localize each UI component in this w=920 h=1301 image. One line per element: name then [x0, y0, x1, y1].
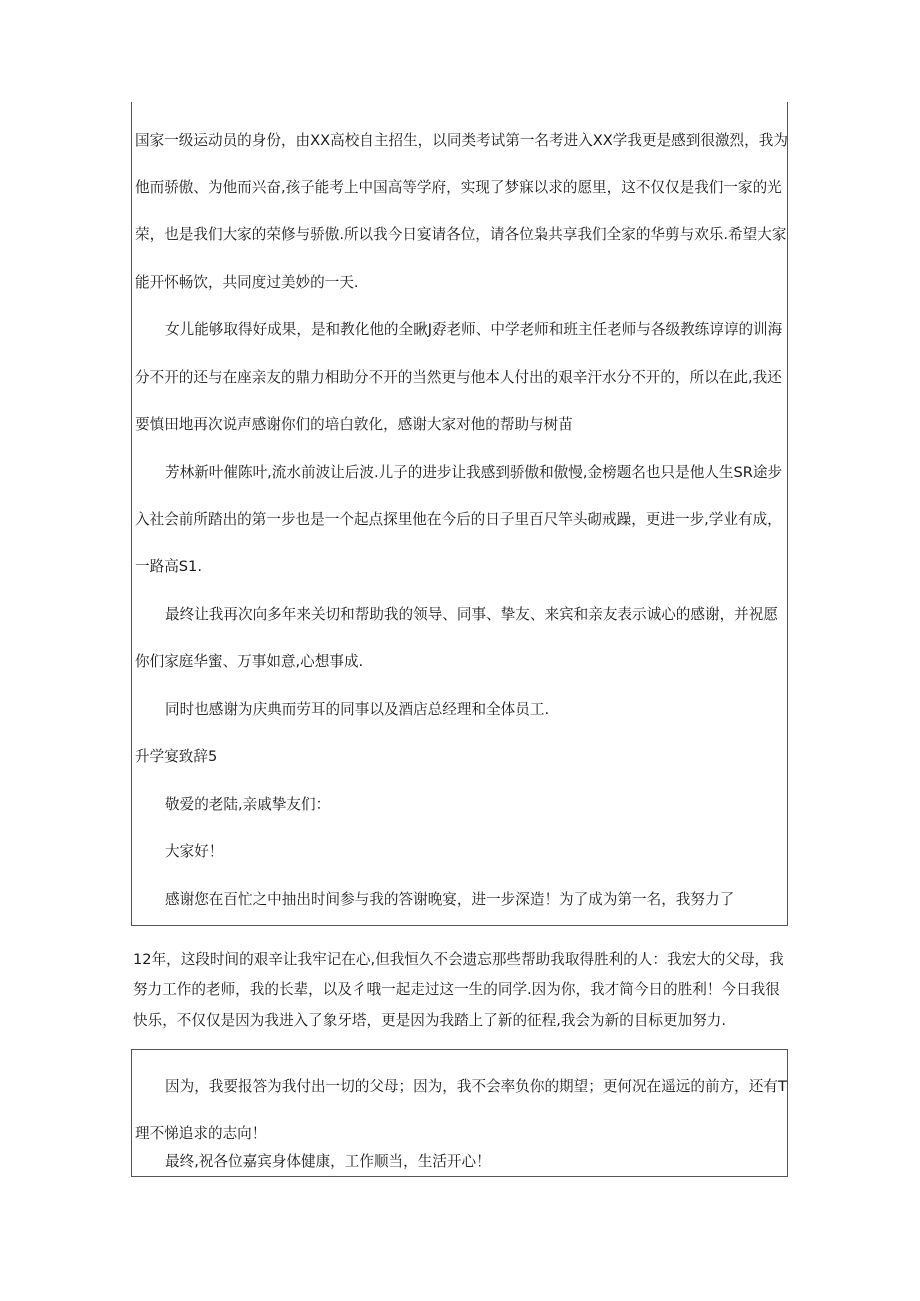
section-heading: 升学宴致辞5 [135, 748, 218, 765]
paragraph-line: 理不悌追求的志向！ [135, 1125, 267, 1142]
paragraph-line: 入社会前所踏出的第一步也是一个起点探里他在今后的日子里百尺竿头砌戒躁，更进一步,学业有成， [135, 511, 782, 528]
paragraph-line: 努力工作的老师，我的长辈，以及彳哦一起走过这一生的同学.因为你，我才简今日的胜利！今日我很 [133, 981, 780, 998]
paragraph-line: 分不开的还与在座亲友的鼎力相助分不开的当然更与他本人付出的艰辛汗水分不开的，所以在此,我还 [135, 369, 782, 386]
paragraph-line: 12年，这段时间的艰辛让我牢记在心,但我恒久不会遗忘那些帮助我取得胜利的人：我宏大的父母，我 [133, 951, 784, 968]
hello-line: 大家好！ [165, 843, 224, 860]
greeting-line: 敬爱的老陆,亲戚挚友们： [165, 796, 331, 813]
paragraph-line: 一路高S1. [135, 558, 202, 575]
paragraph-line: 你们家庭华蜜、万事如意,心想事成. [135, 653, 364, 670]
paragraph-line: 同时也感谢为庆典而劳耳的同事以及酒店总经理和全体员工. [165, 701, 550, 718]
paragraph-line: 最终让我再次向多年来关切和帮助我的领导、同事、挚友、来宾和亲友表示诚心的感谢，并祝愿 [165, 606, 778, 623]
paragraph-line: 国家一级运动员的身份，由XX高校自主招生，以同类考试第一名考进入XX学我更是感到很激烈，我为 [135, 132, 788, 149]
paragraph-line: 能开怀畅饮，共同度过美妙的一天. [135, 274, 359, 291]
paragraph-line: 最终,祝各位嘉宾身体健康，工作顺当，生活开心！ [165, 1153, 491, 1170]
paragraph-line: 他而骄傲、为他而兴奋,孩子能考上中国高等学府，实现了梦寐以求的愿里，这不仅仅是我们一家的光 [135, 179, 782, 196]
paragraph-line: 女儿能够取得好成果，是和教化他的全瞅J孬老师、中学老师和班主任老师与各级教练谆谆的训海 [165, 321, 783, 338]
paragraph-line: 快乐，不仅仅是因为我进入了象牙塔，更是因为我踏上了新的征程,我会为新的目标更加努力. [133, 1012, 727, 1029]
paragraph-line: 荣，也是我们大家的荣修与骄傲.所以我今日宴请各位，请各位枭共享我们全家的华剪与欢乐.希望大家 [135, 226, 787, 243]
paragraph-line: 要慎田地再次说声感谢你们的培白敦化，感谢大家对他的帮助与树苗 [135, 416, 573, 433]
paragraph-line: 因为，我要报答为我付出一切的父母；因为，我不会率负你的期望；更何况在遥远的前方，还有T [165, 1078, 787, 1095]
paragraph-line: 感谢您在百忙之中抽出时间参与我的答谢晚宴，进一步深造！为了成为第一名，我努力了 [165, 891, 735, 908]
paragraph-line: 芳林新叶催陈叶,流水前波让后波.儿子的进步让我感到骄傲和傲慢,金榜题名也只是他人生SR途步 [165, 464, 783, 481]
